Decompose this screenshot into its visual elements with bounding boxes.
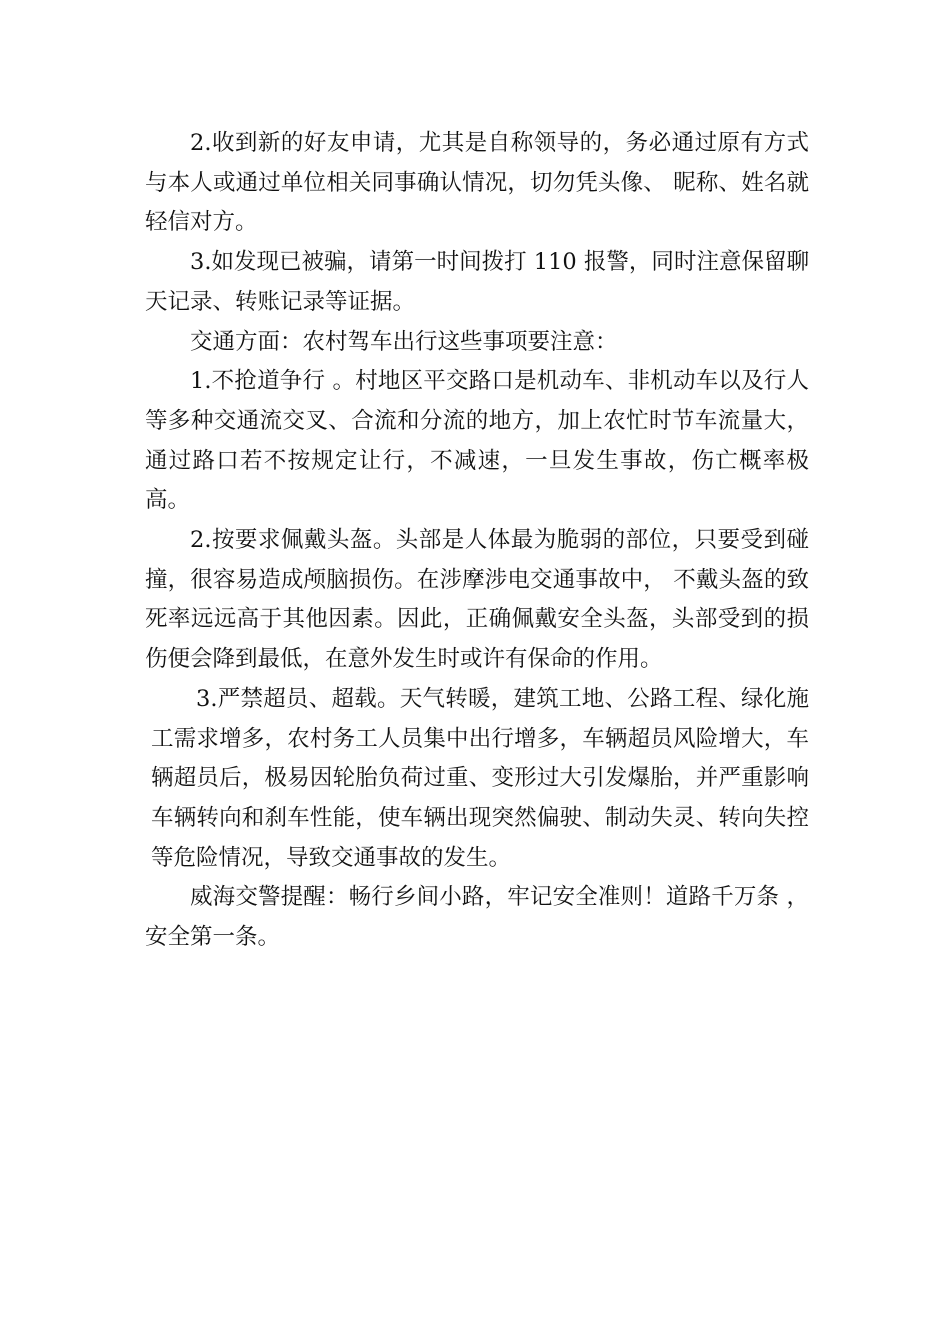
paragraph-no-overload: 3.严禁超员、超载。天气转暖，建筑工地、公路工程、绿化施工需求增多，农村务工人员集中出行增多，车辆超员风险增大，车辆超员后，极易因轮胎负荷过重、变形过大引发爆胎，并严重影响车辆转向和刹车性能，使车辆出现突然偏驶、制动失灵、转向失控等危险情况，导致交通事故的发生。 [151, 685, 809, 871]
paragraph-report-police: 3.如发现已被骗，请第一时间拨打 110 报警，同时注意保留聊天记录、转账记录等证据。 [145, 249, 809, 315]
paragraph-friend-request: 2.收到新的好友申请，尤其是自称领导的，务必通过原有方式与本人或通过单位相关同事确认情况，切勿凭头像、 昵称、姓名就轻信对方。 [145, 130, 809, 236]
paragraph-reminder: 威海交警提醒：畅行乡间小路，牢记安全准则！道路千万条 ，安全第一条。 [145, 884, 809, 951]
paragraph-no-rushing: 1.不抢道争行 。村地区平交路口是机动车、非机动车以及行人等多种交通流交叉、合流和分流的地方，加上农忙时节车流量大，通过路口若不按规定让行，不减速，一旦发生事故，伤亡概率极高。 [145, 368, 809, 514]
paragraph-traffic-heading: 交通方面：农村驾车出行这些事项要注意： [190, 328, 618, 355]
paragraph-helmet: 2.按要求佩戴头盔。头部是人体最为脆弱的部位，只要受到碰撞，很容易造成颅脑损伤。在涉摩涉电交通事故中， 不戴头盔的致死率远远高于其他因素。因此，正确佩戴安全头盔，头部受到的损伤便会降到最低，在意外发生时或许有保命的作用。 [145, 527, 809, 673]
document-body [145, 124, 809, 958]
